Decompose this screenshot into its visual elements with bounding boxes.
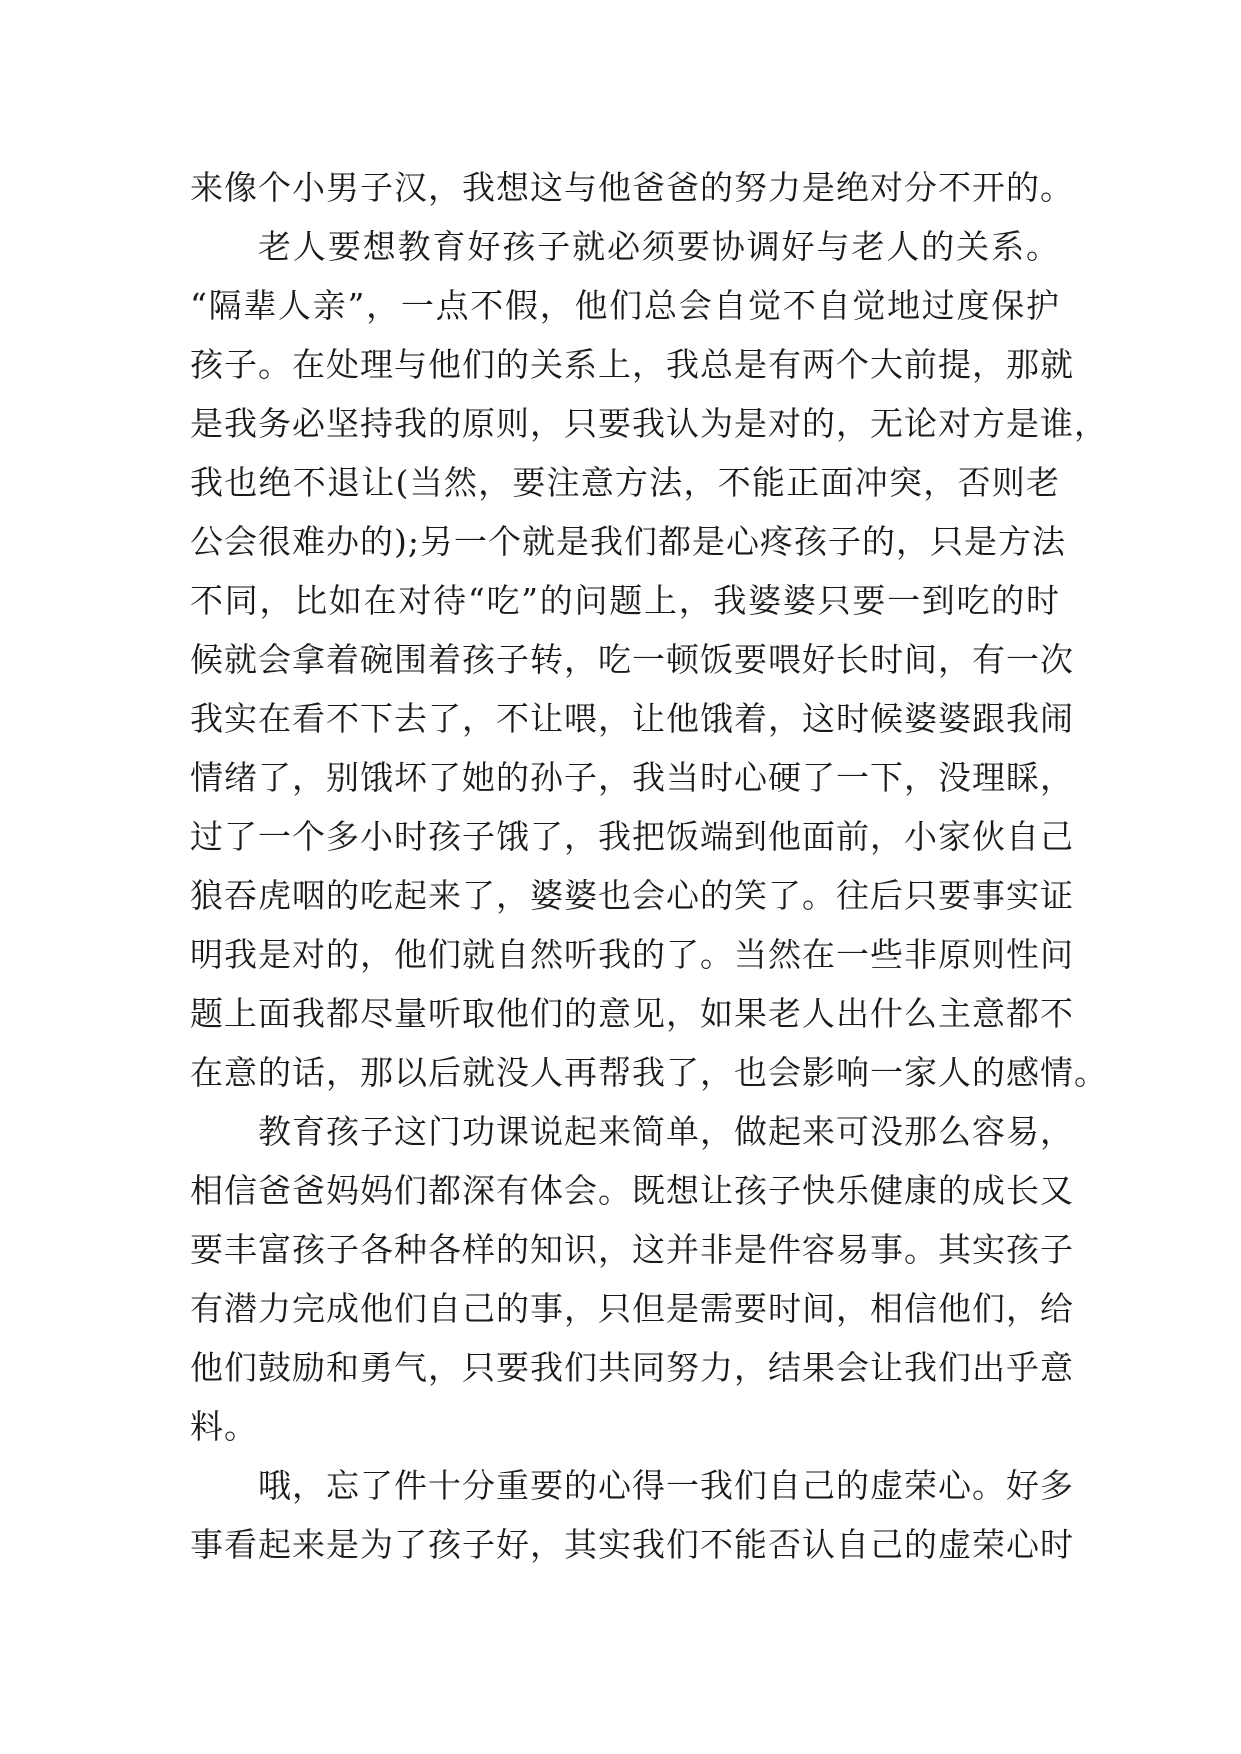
text-line: 公会很难办的);另一个就是我们都是心疼孩子的，只是方法: [190, 522, 1066, 561]
text-line: 他们鼓励和勇气，只要我们共同努力，结果会让我们出乎意: [190, 1348, 1074, 1387]
text-line: 我实在看不下去了，不让喂，让他饿着，这时候婆婆跟我闹: [190, 699, 1074, 738]
text-line: 孩子。在处理与他们的关系上，我总是有两个大前提，那就: [190, 345, 1074, 384]
text-line: 情绪了，别饿坏了她的孙子，我当时心硬了一下，没理睬，: [190, 758, 1074, 797]
text-line: 我也绝不退让(当然，要注意方法，不能正面冲突，否则老: [190, 463, 1060, 502]
text-line: 事看起来是为了孩子好，其实我们不能否认自己的虚荣心时: [190, 1525, 1074, 1564]
text-line: 过了一个多小时孩子饿了，我把饭端到他面前，小家伙自己: [190, 817, 1074, 856]
text-line: 要丰富孩子各种各样的知识，这并非是件容易事。其实孩子: [190, 1230, 1074, 1269]
text-line: 料。: [190, 1407, 258, 1446]
text-line: 候就会拿着碗围着孩子转，吃一顿饭要喂好长时间，有一次: [190, 640, 1074, 679]
text-line: “隔辈人亲”，一点不假，他们总会自觉不自觉地过度保护: [190, 286, 1060, 325]
text-line: 教育孩子这门功课说起来简单，做起来可没那么容易，: [258, 1112, 1074, 1151]
text-line: 题上面我都尽量听取他们的意见，如果老人出什么主意都不: [190, 994, 1074, 1033]
body-text: [190, 158, 1108, 1574]
text-line: 明我是对的，他们就自然听我的了。当然在一些非原则性问: [190, 935, 1074, 974]
text-line: 来像个小男子汉，我想这与他爸爸的努力是绝对分不开的。: [190, 168, 1074, 207]
text-line: 哦，忘了件十分重要的心得一我们自己的虚荣心。好多: [258, 1466, 1074, 1505]
text-line: 在意的话，那以后就没人再帮我了，也会影响一家人的感情。: [190, 1053, 1108, 1092]
text-line: 不同，比如在对待“吃”的问题上，我婆婆只要一到吃的时: [190, 581, 1060, 620]
text-line: 是我务必坚持我的原则，只要我认为是对的，无论对方是谁，: [190, 404, 1108, 443]
text-line: 有潜力完成他们自己的事，只但是需要时间，相信他们，给: [190, 1289, 1074, 1328]
text-line: 狼吞虎咽的吃起来了，婆婆也会心的笑了。往后只要事实证: [190, 876, 1074, 915]
text-line: 相信爸爸妈妈们都深有体会。既想让孩子快乐健康的成长又: [190, 1171, 1074, 1210]
text-line: 老人要想教育好孩子就必须要协调好与老人的关系。: [258, 227, 1060, 266]
